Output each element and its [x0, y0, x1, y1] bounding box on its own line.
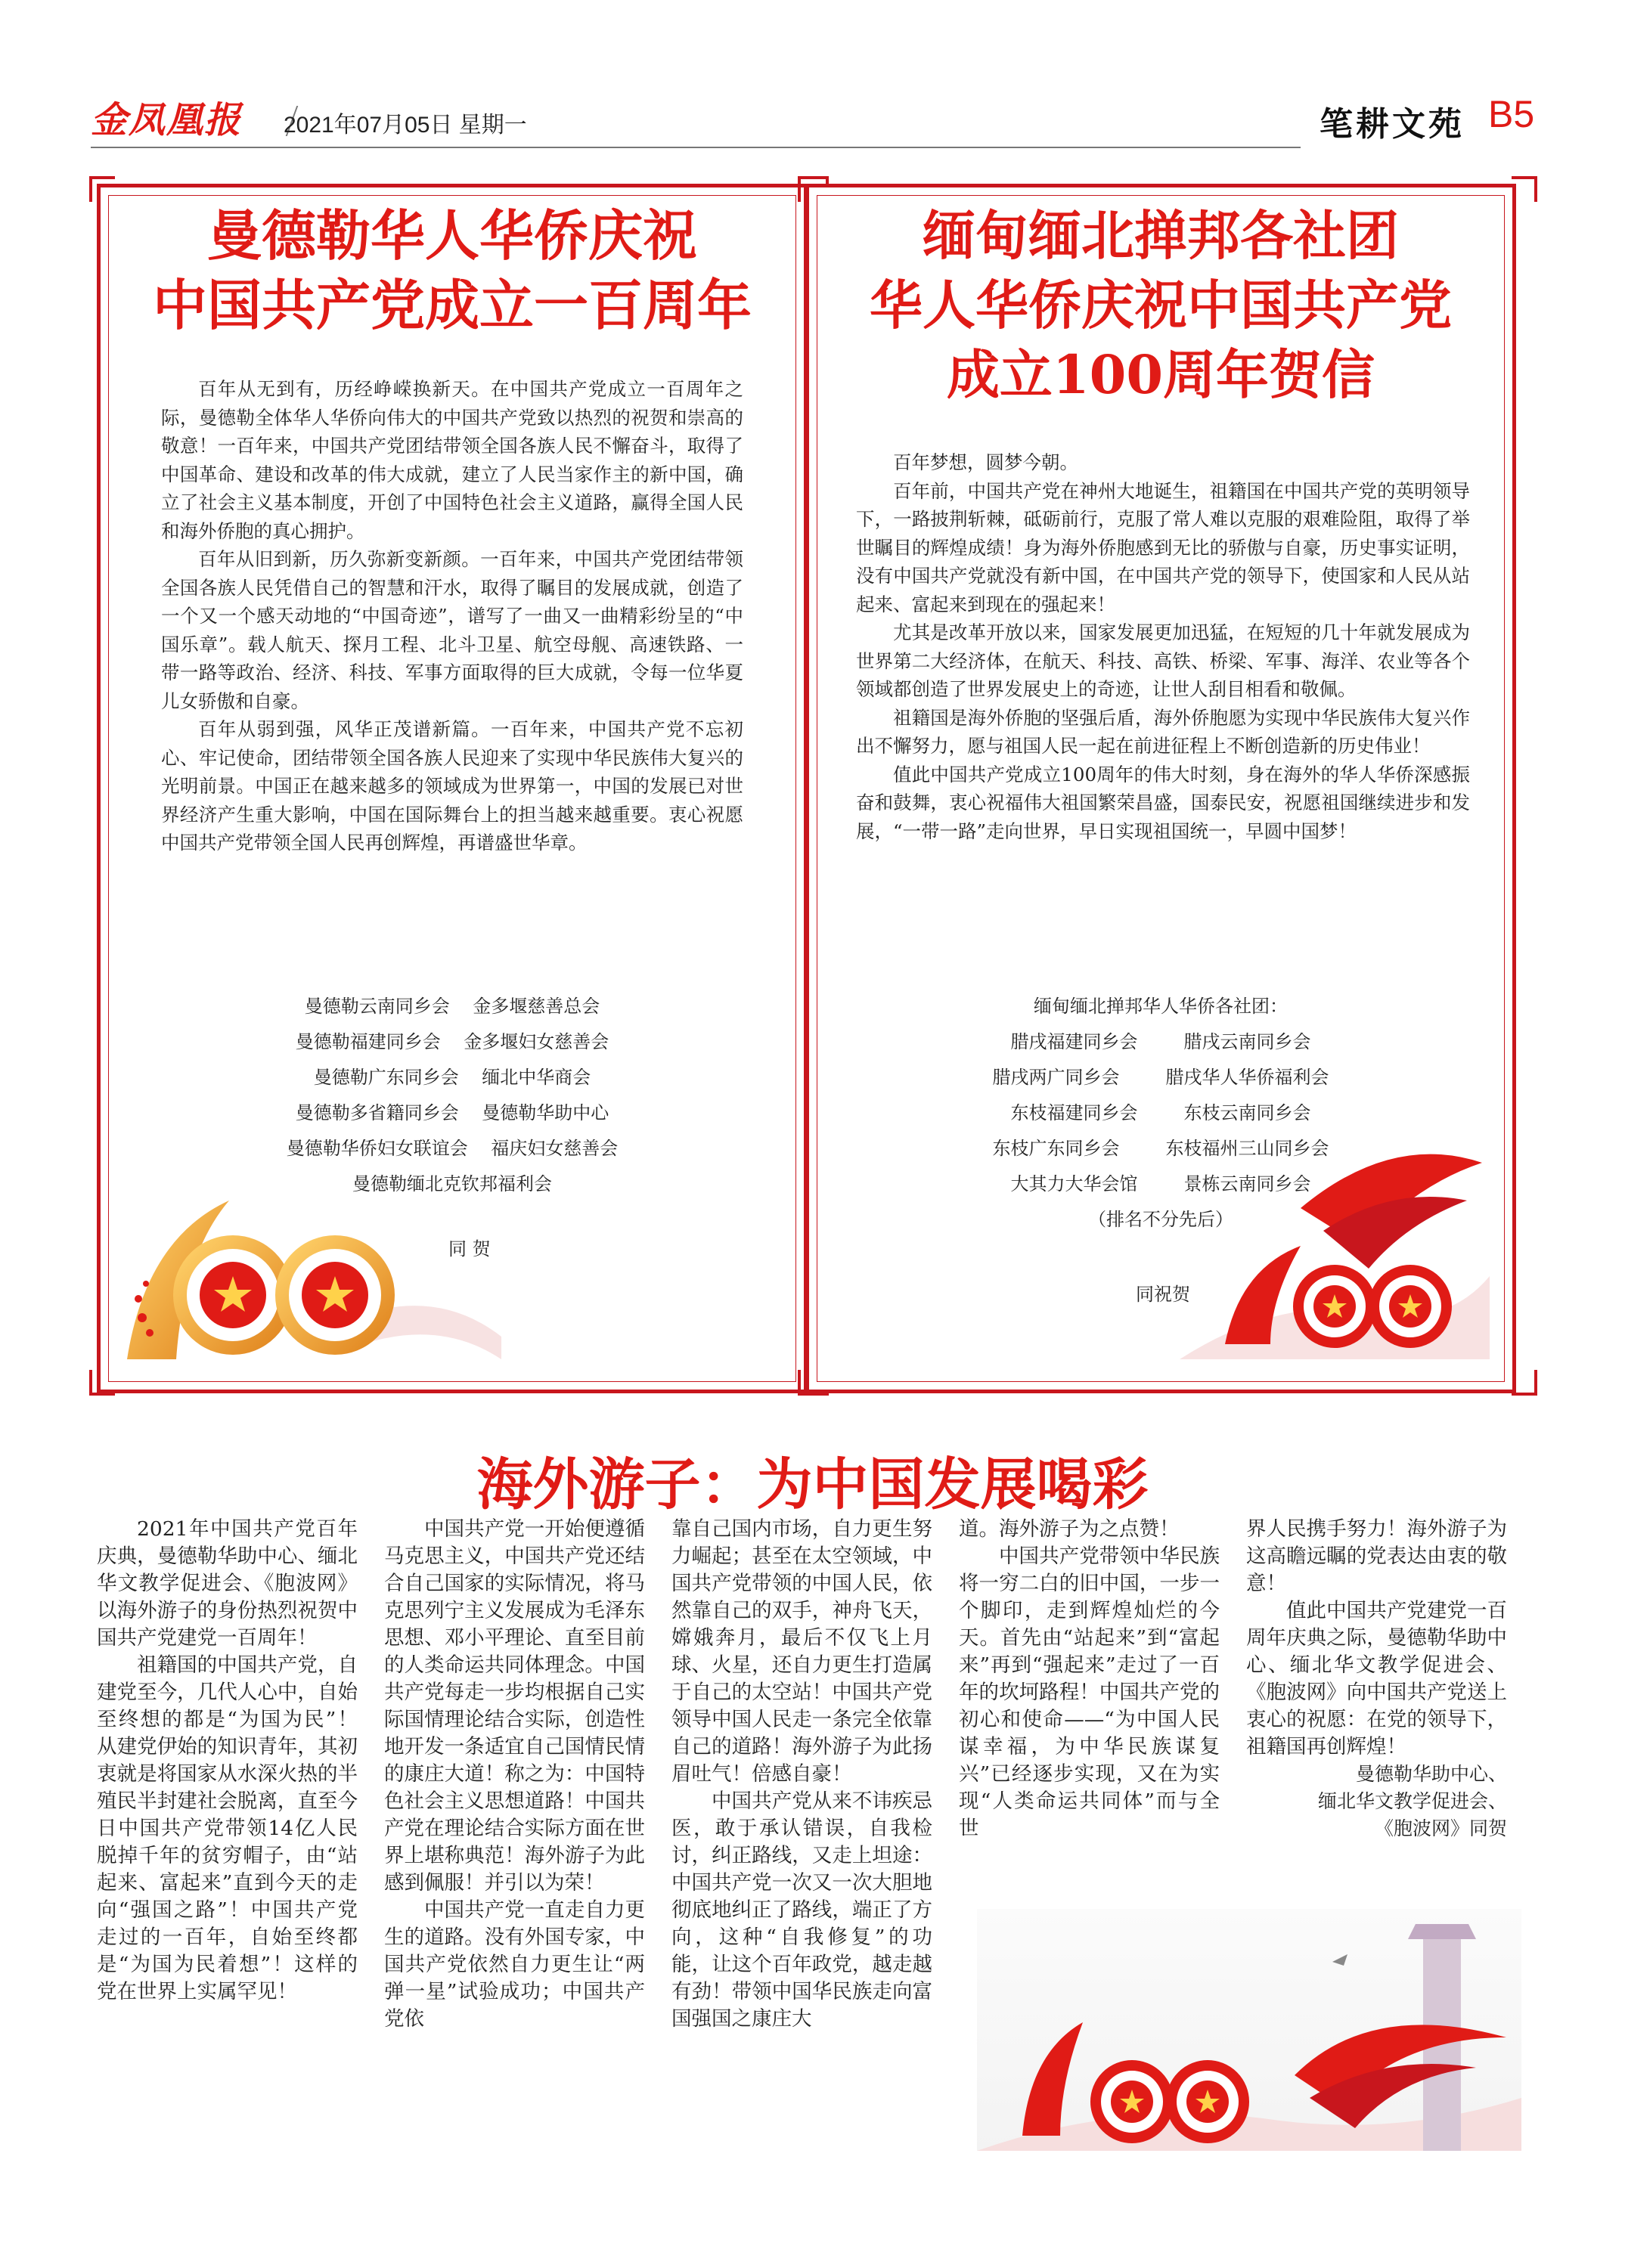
frame-corner	[798, 176, 823, 202]
feature-signature	[1246, 1761, 1507, 1842]
right-title-line1: 缅甸缅北掸邦各社团	[923, 204, 1399, 267]
left-article-title	[101, 201, 804, 340]
frame-corner	[1512, 176, 1537, 202]
signatory-line: 曼德勒广东同乡会 缅北中华商会	[313, 1067, 591, 1088]
signatory-line: 腊戌两广同乡会 腊戌华人华侨福利会	[992, 1067, 1329, 1088]
masthead-logo: 金凤凰报	[91, 99, 243, 141]
feature-column	[671, 1516, 932, 2033]
paragraph: 值此中国共产党成立100周年的伟大时刻，身在海外的华人华侨深感振奋和鼓舞，衷心祝福伟大祖国繁荣昌盛，国泰民安，祝愿祖国继续进步和发展，“一带一路”走向世界，早日实现祖国统一，早圆中国梦！	[856, 763, 1470, 842]
right-article-body	[856, 448, 1470, 845]
signatory-line: 曼德勒多省籍同乡会 曼德勒华助中心	[295, 1102, 609, 1123]
signatory-line: 曼德勒福建同乡会 金多堰妇女慈善会	[295, 1031, 609, 1052]
paragraph: 界人民携手努力！海外游子为这高瞻远瞩的党表达由衷的敬意！	[1246, 1517, 1507, 1595]
paragraph: 祖籍国的中国共产党，自建党至今，几代人心中，自始至终想的都是“为国为民”！从建党伊始的知识青年，其初衷就是将国家从水深火热的半殖民半封建社会脱离，直至今日中国共产党带领14亿人民脱掉千年的贫穷帽子，由“站起来、富起来”直到今天的走向“强国之路”！中国共产党走过的一百年，自始至终都是“为国为民着想”！这样的党在世界上实属罕见！	[97, 1653, 358, 2003]
signatory-line: 曼德勒华侨妇女联谊会 福庆妇女慈善会	[286, 1138, 619, 1159]
feature-headline: 海外游子：为中国发展喝彩	[476, 1452, 1149, 1517]
left-title-line1: 曼德勒华人华侨庆祝	[206, 203, 697, 268]
issue-date: 2021年07月05日 星期一	[284, 113, 527, 138]
paragraph: 百年从无到有，历经峥嵘换新天。在中国共产党成立一百周年之际，曼德勒全体华人华侨向伟大的中国共产党致以热烈的祝贺和崇高的敬意！一百年来，中国共产党团结带领全国各族人民不懈奋斗，取得了中国革命、建设和改革的伟大成就，建立了人民当家作主的新中国，确立了社会主义基本制度，开创了中国特色社会主义道路，赢得全国人民和海外侨胞的真心拥护。	[161, 378, 743, 542]
paragraph: 道。海外游子为之点赞！	[959, 1517, 1180, 1541]
section-name: 笔耕文苑	[1320, 106, 1465, 143]
paragraph: 百年梦想，圆梦今朝。	[893, 451, 1078, 473]
paragraph: 靠自己国内市场，自力更生努力崛起；甚至在太空领域，中国共产党带领的中国人民，依然靠自己的双手，神舟飞天，嫦娥奔月，最后不仅飞上月球、火星，还自力更生打造属于自己的太空站！中国共产党领导中国人民走一条完全依靠自己的道路！海外游子为此扬眉吐气！倍感自豪！	[671, 1517, 932, 1786]
signature-line: 《胞波网》同贺	[1374, 1817, 1507, 1839]
signatory-line: 东枝福建同乡会 东枝云南同乡会	[1010, 1102, 1311, 1123]
frame-corner	[89, 176, 115, 202]
centenary-100-logo	[1164, 1117, 1497, 1367]
header-rule	[91, 147, 1301, 148]
right-closing: 同祝贺	[1136, 1284, 1190, 1305]
signatory-line: 曼德勒缅北克钦邦福利会	[352, 1173, 552, 1194]
left-closing: 同 贺	[448, 1238, 491, 1259]
paragraph: 2021年中国共产党百年庆典，曼德勒华助中心、缅北华文教学促进会、《胞波网》以海外游子的身份热烈祝贺中国共产党建党一百周年！	[97, 1517, 358, 1650]
paragraph: 百年前，中国共产党在神州大地诞生，祖籍国在中国共产党的英明领导下，一路披荆斩棘，砥砺前行，克服了常人难以克服的艰难险阻，取得了举世瞩目的辉煌成绩！身为海外侨胞感到无比的骄傲与自豪，历史事实证明，没有中国共产党就没有新中国，在中国共产党的领导下，使国家和人民从站起来、富起来到现在的强起来！	[856, 479, 1470, 615]
feature-column	[959, 1516, 1220, 1842]
signature-line: 缅北华文教学促进会、	[1317, 1790, 1507, 1812]
huabiao-100-graphic	[977, 1909, 1521, 2151]
centenary-100-logo	[116, 1170, 509, 1374]
right-article-frame	[805, 184, 1516, 1393]
paragraph: 中国共产党从来不讳疾忌医，敢于承认错误，自我检讨，纠正路线，又走上坦途：中国共产党一次又一次大胆地彻底地纠正了路线，端正了方向，这种“自我修复”的功能，让这个百年政党，越走越有劲！带领中国华民族走向富国强国之康庄大	[671, 1789, 932, 2031]
signatory-line: 东枝广东同乡会 东枝福州三山同乡会	[992, 1138, 1329, 1159]
signatory-line: （排名不分先后）	[1088, 1209, 1233, 1230]
paragraph: 值此中国共产党建党一百周年庆典之际，曼德勒华助中心、缅北华文教学促进会、《胞波网》向中国共产党送上衷心的祝愿：在党的领导下，祖籍国再创辉煌！	[1246, 1599, 1507, 1758]
paragraph: 祖籍国是海外侨胞的坚强后盾，海外侨胞愿为实现中华民族伟大复兴作出不懈努力，愿与祖国人民一起在前进征程上不断创造新的历史伟业！	[856, 706, 1470, 757]
left-title-line2: 中国共产党成立一百周年	[152, 273, 752, 337]
right-title-line2: 华人华侨庆祝中国共产党	[870, 274, 1452, 336]
paragraph: 中国共产党带领中华民族将一穷二白的旧中国，一步一个脚印，走到辉煌灿烂的今天。首先由“站起来”到“富起来”再到“强起来”走过了一百年的坎坷路程！中国共产党的初心和使命——“为中国人民谋幸福，为中华民族谋复兴”已经逐步实现，又在为实现“人类命运共同体”而与全世	[959, 1545, 1220, 1840]
paragraph: 百年从旧到新，历久弥新变新颜。一百年来，中国共产党团结带领全国各族人民凭借自己的智慧和汗水，取得了瞩目的发展成就，创造了一个又一个感天动地的“中国奇迹”，谱写了一曲又一曲精彩纷呈的“中国乐章”。载人航天、探月工程、北斗卫星、航空母舰、高速铁路、一带一路等政治、经济、科技、军事方面取得的巨大成就，令每一位华夏儿女骄傲和自豪。	[161, 548, 743, 712]
signatory-line: 缅甸缅北掸邦华人华侨各社团：	[1034, 996, 1288, 1017]
paragraph: 尤其是改革开放以来，国家发展更加迅猛，在短短的几十年就发展成为世界第二大经济体，在航天、科技、高铁、桥梁、军事、海洋、农业等各个领域都创造了世界发展史上的奇迹，让世人刮目相看和敬佩。	[856, 621, 1470, 700]
feature-column	[1246, 1516, 1507, 1842]
signatory-line: 曼德勒云南同乡会 金多堰慈善总会	[304, 996, 600, 1017]
paragraph: 百年从弱到强，风华正茂谱新篇。一百年来，中国共产党不忘初心、牢记使命，团结带领全国各族人民迎来了实现中华民族伟大复兴的光明前景。中国正在越来越多的领域成为世界第一，中国的发展已对世界经济产生重大影响，中国在国际舞台上的担当越来越重要。衷心祝愿中国共产党带领全国人民再创辉煌，再谱盛世华章。	[161, 718, 743, 854]
paragraph: 中国共产党一开始便遵循马克思主义，中国共产党还结合自己国家的实际情况，将马克思列宁主义发展成为毛泽东思想、邓小平理论、直至目前的人类命运共同体理念。中国共产党每走一步均根据自己实际国情理论结合实际，创造性地开发一条适宜自己国情民情的康庄大道！称之为：中国特色社会主义思想道路！中国共产党在理论结合实际方面在世界上堪称典范！海外游子为此感到佩服！并引以为荣！	[384, 1517, 645, 1895]
page-number: B5	[1488, 93, 1535, 135]
left-article-frame	[97, 184, 808, 1393]
feature-column	[384, 1516, 645, 2033]
right-article-title	[809, 201, 1512, 410]
paragraph: 中国共产党一直走自力更生的道路。没有外国专家，中国共产党依然自力更生让“两弹一星”试验成功；中国共产党依	[384, 1898, 645, 2031]
right-title-line3: 成立100周年贺信	[946, 343, 1375, 406]
celebration-illustration	[977, 1909, 1521, 2151]
signatory-line: 腊戌福建同乡会 腊戌云南同乡会	[1010, 1031, 1311, 1052]
signatory-line: 大其力大华会馆 景栋云南同乡会	[1010, 1173, 1311, 1194]
frame-corner	[798, 1370, 823, 1396]
frame-corner	[1512, 1370, 1537, 1396]
signature-line: 曼德勒华助中心、	[1355, 1763, 1507, 1785]
frame-corner	[89, 1370, 115, 1396]
feature-column	[97, 1516, 358, 2006]
left-article-body	[161, 375, 743, 857]
